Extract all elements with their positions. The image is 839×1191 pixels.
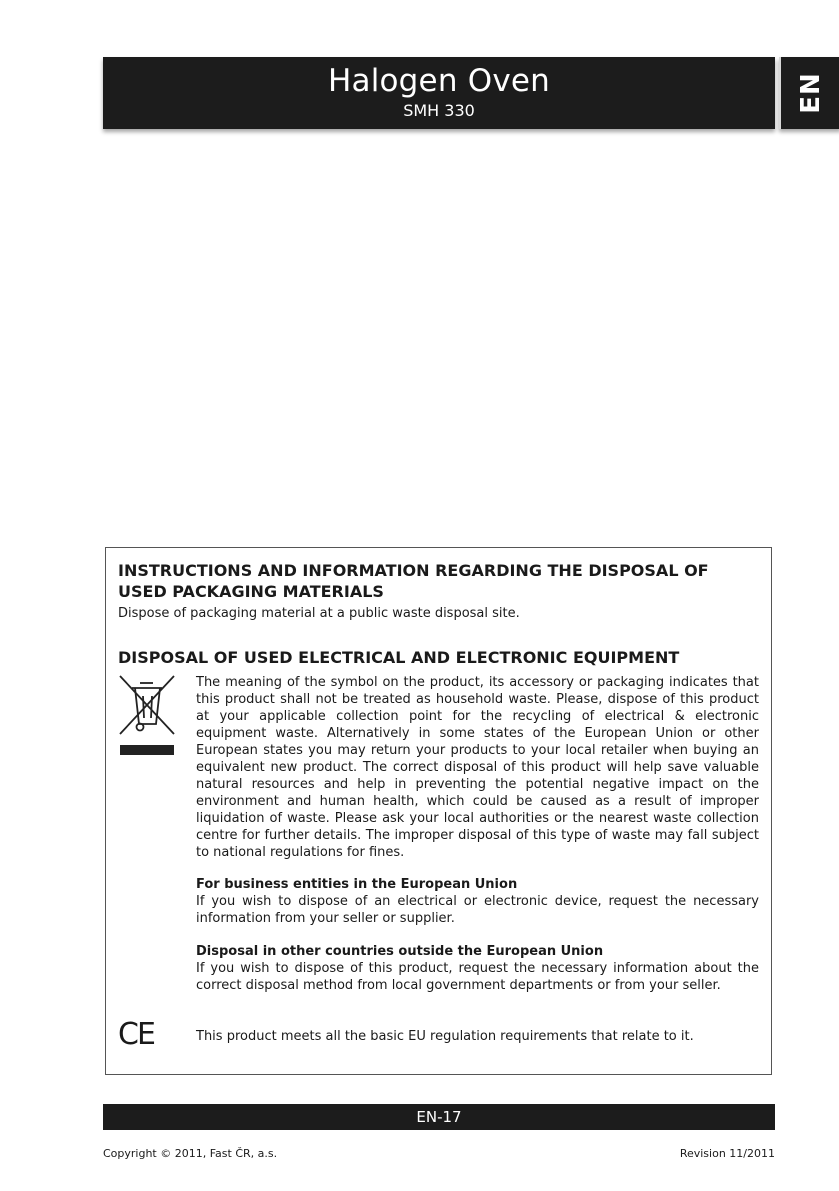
packaging-disposal-heading: INSTRUCTIONS AND INFORMATION REGARDING THE DISPOSAL OF USED PACKAGING MATERIALS: [118, 561, 709, 601]
outside-eu-text: If you wish to dispose of this product, request the necessary information about the correct disposal method from local government departments or from your seller.: [196, 961, 759, 993]
header-bar: [103, 57, 775, 129]
ce-mark-icon: CE: [118, 1017, 154, 1052]
language-tab: [779, 57, 839, 129]
eu-business-text: If you wish to dispose of an electrical or electronic device, request the necessary information from your seller or supplier.: [196, 894, 759, 926]
weee-heading: DISPOSAL OF USED ELECTRICAL AND ELECTRONIC EQUIPMENT: [118, 648, 680, 667]
crossed-out-wheelie-bin-icon: [118, 674, 176, 760]
outside-eu-heading: Disposal in other countries outside the European Union: [196, 944, 604, 959]
packaging-disposal-text: Dispose of packaging material at a public waste disposal site.: [118, 606, 520, 621]
page-number: EN-17: [416, 1108, 462, 1126]
language-tab-label: EN: [796, 72, 826, 114]
eu-business-heading: For business entities in the European Union: [196, 877, 518, 892]
revision-label: Revision 11/2011: [679, 1147, 775, 1160]
disposal-info-box: [105, 547, 772, 1075]
weee-text: The meaning of the symbol on the product, its accessory or packaging indicates that this product shall not be treated as household waste. Please, dispose of this product at your applicable collection point for the recycling of electrical & electronic equipment waste. Alternatively in some states of the European Union or other European states you may return your products to your local retailer when buying an equivalent new product. The correct disposal of this product will help save valuable natural resources and help in preventing the potential negative impact on the environment and human health, which could be caused as a result of improper liquidation of waste. Please ask your local authorities or the nearest waste collection centre for further details. The improper disposal of this type of waste may fall subject to national regulations for fines.: [196, 675, 759, 860]
model-number: SMH 330: [403, 101, 475, 120]
copyright-notice: Copyright © 2011, Fast ČR, a.s.: [103, 1147, 278, 1160]
ce-compliance-text: This product meets all the basic EU regulation requirements that relate to it.: [196, 1029, 694, 1044]
page-number-bar: [103, 1104, 775, 1130]
document-title: Halogen Oven: [327, 63, 550, 99]
